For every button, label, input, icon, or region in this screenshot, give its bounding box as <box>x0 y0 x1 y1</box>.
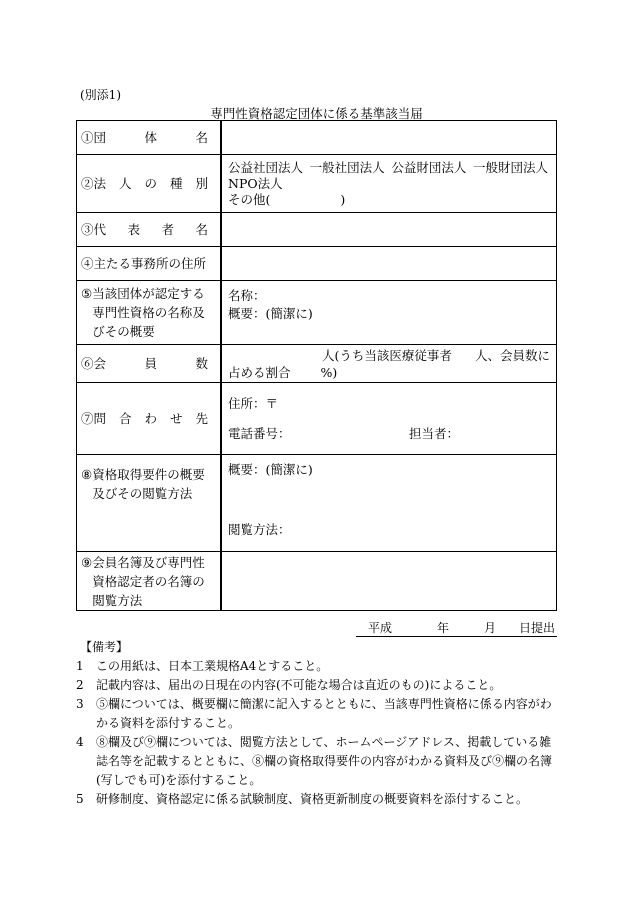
field-qualification[interactable] <box>221 281 557 345</box>
label-text: 当該団体が認定する専門性資格の名称及びその概要 <box>92 286 205 339</box>
type-option[interactable]: 公益社団法人 <box>228 159 304 175</box>
type-option-other[interactable] <box>228 192 550 208</box>
label-part: ①団 <box>81 130 107 145</box>
form-title: 専門性資格認定団体に係る基準該当届 <box>210 106 423 121</box>
label-members <box>77 345 222 383</box>
note-text: ⑤欄については、概要欄に簡潔に記入するとともに、当該専門性資格に係る内容がわかる資料を添付すること。 <box>96 697 552 730</box>
era: 平成 <box>368 621 393 635</box>
members-count-text: 人(うち当該医療従事者 <box>322 347 452 363</box>
label-member-list <box>77 552 222 611</box>
row-representative <box>77 213 557 247</box>
label-part: 先 <box>195 411 208 426</box>
contact-person: 担当者： <box>409 425 460 441</box>
year-unit: 年 <box>436 621 449 635</box>
requirements-summary: 概要：(簡潔に) <box>228 462 313 477</box>
requirements-method: 閲覧方法： <box>228 522 291 537</box>
label-requirements <box>77 455 222 552</box>
label-organization-name <box>77 121 222 155</box>
field-organization-name[interactable] <box>221 121 557 155</box>
other-close: ) <box>340 191 346 207</box>
label-part: 員 <box>144 356 157 371</box>
label-part: 名 <box>195 222 208 237</box>
label-qualification <box>77 281 222 345</box>
qualification-name: 名称： <box>228 288 266 303</box>
type-option[interactable]: 公益財団法人 <box>391 159 467 175</box>
label-part: ③代 <box>81 222 107 237</box>
row-requirements <box>77 455 557 552</box>
qualification-summary: 概要：(簡潔に) <box>228 306 313 321</box>
field-member-list[interactable] <box>221 552 557 611</box>
percent-close: %) <box>320 364 338 380</box>
row-member-list <box>77 552 557 611</box>
annex-label: (別添1) <box>80 88 121 102</box>
day-submitted: 日提出 <box>518 621 555 635</box>
label-contact <box>77 383 222 455</box>
type-option[interactable]: 一般財団法人 <box>472 159 548 175</box>
label-part: 合 <box>118 411 132 426</box>
label-part: 体 <box>144 130 157 145</box>
label-number: ⑧ <box>81 467 93 482</box>
label-part: せ <box>169 411 183 426</box>
note-text: 研修制度、資格認定に係る試験制度、資格更新制度の概要資料を添付すること。 <box>96 792 529 806</box>
notification-form-table <box>76 120 557 611</box>
label-number: ⑨ <box>81 554 93 570</box>
notes-section <box>76 638 558 809</box>
label-part: ②法 <box>81 176 107 191</box>
field-corporation-type[interactable] <box>221 155 557 213</box>
row-contact <box>77 383 557 455</box>
note-item <box>76 676 558 695</box>
ratio-label: 占める割合 <box>228 364 291 380</box>
label-part: 人 <box>118 176 132 191</box>
note-text: 記載内容は、届出の日現在の内容(不可能な場合は直近のもの)によること。 <box>96 678 502 692</box>
note-text: この用紙は、日本工業規格A4とすること。 <box>96 659 329 673</box>
other-open: その他( <box>228 191 271 207</box>
note-number: 3 <box>76 697 84 711</box>
label-part: わ <box>144 411 157 426</box>
label-part: ⑥会 <box>81 356 107 371</box>
members-ratio-text: 人、会員数に <box>474 347 550 363</box>
contact-address: 住所：〒 <box>228 395 279 411</box>
label-part: 者 <box>161 222 174 237</box>
label-part: 名 <box>195 130 208 145</box>
label-text: 資格取得要件の概要及びその閲覧方法 <box>92 467 205 501</box>
label-office-address: ④主たる事務所の住所 <box>77 247 222 281</box>
label-part: 表 <box>127 222 140 237</box>
field-contact[interactable] <box>221 383 557 455</box>
row-qualification <box>77 281 557 345</box>
label-part: 種 <box>169 176 183 191</box>
label-part: 別 <box>195 176 208 191</box>
submission-date[interactable] <box>356 620 557 637</box>
note-number: 5 <box>76 792 84 806</box>
field-requirements[interactable] <box>221 455 557 552</box>
row-office-address <box>77 247 557 281</box>
month-unit: 月 <box>483 621 496 635</box>
row-organization-name <box>77 121 557 155</box>
label-part: ⑦問 <box>81 411 107 426</box>
field-members[interactable] <box>221 345 557 383</box>
note-text: ⑧欄及び⑨欄については、閲覧方法として、ホームページアドレス、掲載している雑誌名等を記載するとともに、⑧欄の資格取得要件の内容がわかる資料及び⑨欄の名簿(写しでも可)を添付すること。 <box>96 735 553 787</box>
row-corporation-type <box>77 155 557 213</box>
label-part: の <box>144 176 157 191</box>
note-number: 2 <box>76 678 84 692</box>
contact-phone: 電話番号： <box>228 425 291 441</box>
field-representative[interactable] <box>221 213 557 247</box>
notes-heading: 【備考】 <box>80 640 129 654</box>
label-part: 数 <box>195 356 208 371</box>
note-item <box>76 790 558 809</box>
note-item <box>76 695 558 733</box>
label-representative <box>77 213 222 247</box>
row-members <box>77 345 557 383</box>
field-office-address[interactable] <box>221 247 557 281</box>
label-text: 会員名簿及び専門性資格認定者の名簿の閲覧方法 <box>92 554 205 608</box>
label-corporation-type <box>77 155 222 213</box>
note-number: 1 <box>76 659 84 673</box>
label-number: ⑤ <box>81 286 93 301</box>
type-option[interactable]: 一般社団法人 <box>309 159 385 175</box>
note-item <box>76 733 558 790</box>
note-item <box>76 657 558 676</box>
note-number: 4 <box>76 735 84 749</box>
type-option-npo[interactable]: NPO法人 <box>228 175 283 191</box>
